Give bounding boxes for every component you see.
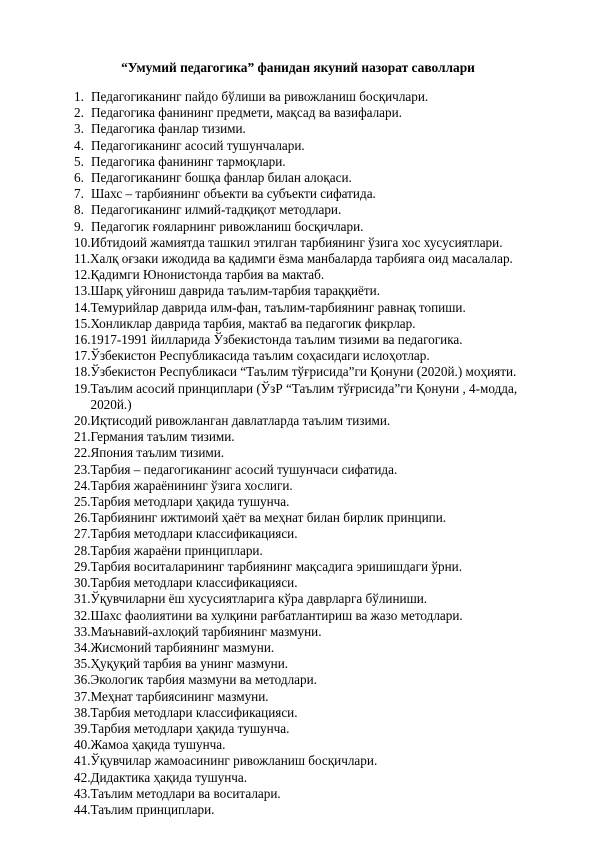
question-number: 12. — [74, 267, 91, 283]
question-item — [74, 526, 544, 542]
question-text: 1917-1991 йилларида Ўзбекистонда таълим тизими ва педагогика. — [90, 332, 463, 348]
question-number: 15. — [74, 315, 91, 331]
question-number: 4. — [74, 137, 84, 153]
question-item — [74, 737, 544, 753]
question-item — [74, 656, 544, 672]
question-text: Иқтисодий ривожланган давлатларда таълим тизими. — [90, 413, 391, 429]
question-number: 26. — [74, 510, 91, 526]
question-item — [74, 559, 544, 575]
question-text: Шарқ уйғониш даврида таълим-тарбия тараққиёти. — [90, 283, 380, 299]
question-item — [74, 186, 544, 202]
question-number: 42. — [74, 769, 91, 785]
question-item — [74, 478, 544, 494]
question-text: Педагогиканинг асосий тушунчалари. — [91, 137, 305, 153]
question-text: Педагогика фанининг предмети, мақсад ва вазифалари. — [91, 105, 402, 121]
question-text: Жамоа ҳақида тушунча. — [90, 737, 226, 753]
question-text: Шахс фаолиятини ва хулқини рағбатлантириш ва жазо методлари. — [90, 607, 463, 623]
question-text: Тарбия методлари классификацияси. — [90, 526, 298, 542]
question-text: Ибтидоий жамиятда ташкил этилган тарбиянинг ўзига хос хусусиятлари. — [90, 234, 503, 250]
question-text: Жисмоний тарбиянинг мазмуни. — [90, 639, 275, 655]
question-item — [74, 543, 544, 559]
question-item — [74, 381, 544, 413]
question-text: Таълим асосий принциплари (ЎзР “Таълим тўғрисида”ги Қонуни , 4-модда, 2020й.) — [90, 380, 518, 412]
question-number: 27. — [74, 526, 91, 542]
question-number: 31. — [74, 591, 91, 607]
question-text: Дидактика ҳақида тушунча. — [90, 769, 248, 785]
question-number: 23. — [74, 461, 91, 477]
question-item — [74, 121, 544, 137]
question-item — [74, 510, 544, 526]
question-item — [74, 267, 544, 283]
question-item — [74, 640, 544, 656]
question-number: 17. — [74, 348, 91, 364]
question-number: 10. — [74, 234, 91, 250]
question-text: Тарбия жараёнининг ўзига хослиги. — [90, 477, 293, 493]
question-item — [74, 591, 544, 607]
question-text: Тарбиянинг ижтимоий ҳаёт ва меҳнат билан бирлик принципи. — [90, 510, 447, 526]
question-number: 22. — [74, 445, 91, 461]
question-item — [74, 364, 544, 380]
question-number: 20. — [74, 413, 91, 429]
question-item — [74, 429, 544, 445]
question-number: 1. — [74, 89, 84, 104]
question-number: 29. — [74, 558, 91, 574]
question-item — [74, 332, 544, 348]
question-number: 18. — [74, 364, 91, 380]
document-title: “Умумий педагогика” фанидан якуний назорат саволлари — [121, 60, 475, 75]
question-text: Меҳнат тарбиясининг мазмуни. — [90, 688, 269, 704]
question-number: 37. — [74, 688, 91, 704]
question-item — [74, 170, 544, 186]
question-number: 5. — [74, 153, 84, 169]
question-text: Тарбия жараёни принциплари. — [90, 542, 263, 558]
question-item — [74, 105, 544, 121]
question-text: Ўзбекистон Республикаси “Таълим тўғрисида”ги Қонуни (2020й.) моҳияти. — [90, 364, 517, 380]
question-text: Хонликлар даврида тарбия, мактаб ва педагогик фикрлар. — [90, 315, 416, 331]
question-item — [74, 753, 544, 769]
question-item — [74, 283, 544, 299]
question-item — [74, 202, 544, 218]
question-item — [74, 235, 544, 251]
question-number: 38. — [74, 704, 91, 720]
question-item — [74, 802, 544, 818]
question-number: 11. — [74, 251, 90, 267]
question-number: 7. — [74, 186, 84, 202]
question-text: Германия таълим тизими. — [90, 429, 235, 445]
question-number: 21. — [74, 429, 91, 445]
question-text: Тарбия методлари ҳақида тушунча. — [90, 720, 290, 736]
question-text: Педагогиканинг пайдо бўлиши ва ривожланиш босқичлари. — [91, 89, 429, 104]
question-number: 25. — [74, 494, 91, 510]
question-item — [74, 672, 544, 688]
question-text: Ўқувчиларни ёш хусусиятларига кўра даврларга бўлиниши. — [90, 591, 428, 607]
question-text: Ўқувчилар жамоасининг ривожланиш босқичлари. — [90, 753, 378, 769]
question-text: Шахс – тарбиянинг объекти ва субъекти сифатида. — [91, 186, 376, 202]
question-number: 9. — [74, 218, 84, 234]
question-item — [74, 300, 544, 316]
question-number: 39. — [74, 720, 91, 736]
question-list — [74, 89, 544, 818]
question-item — [74, 689, 544, 705]
question-text: Тарбия методлари классификацияси. — [90, 575, 298, 591]
question-number: 24. — [74, 477, 91, 493]
question-number: 32. — [74, 607, 91, 623]
question-number: 41. — [74, 753, 91, 769]
question-text: Тарбия – педагогиканинг асосий тушунчаси сифатида. — [90, 461, 398, 477]
question-number: 44. — [74, 801, 91, 817]
question-number: 14. — [74, 299, 91, 315]
question-number: 33. — [74, 623, 91, 639]
question-text: Япония таълим тизими. — [90, 445, 225, 461]
question-item — [74, 348, 544, 364]
question-text: Темурийлар даврида илм-фан, таълим-тарбиянинг равнақ топиши. — [90, 299, 466, 315]
question-number: 30. — [74, 575, 91, 591]
question-item — [74, 251, 544, 267]
question-number: 43. — [74, 785, 91, 801]
question-text: Ўзбекистон Республикасида таълим соҳасидаги ислоҳотлар. — [90, 348, 430, 364]
question-item — [74, 786, 544, 802]
question-text: Тарбия методлари классификацияси. — [90, 704, 298, 720]
question-item — [74, 154, 544, 170]
question-item — [74, 89, 544, 105]
question-text: Экологик тарбия мазмуни ва методлари. — [90, 672, 317, 688]
question-number: 19. — [74, 380, 91, 396]
question-text: Халқ оғзаки ижодида ва қадимги ёзма манбаларда тарбияга оид масалалар. — [90, 251, 513, 267]
question-item — [74, 575, 544, 591]
question-number: 28. — [74, 542, 91, 558]
question-item — [74, 494, 544, 510]
question-item — [74, 219, 544, 235]
question-text: Тарбия воситаларининг тарбиянинг мақсадига эришишдаги ўрни. — [90, 558, 463, 574]
question-number: 34. — [74, 639, 91, 655]
question-number: 3. — [74, 121, 84, 137]
question-number: 40. — [74, 737, 91, 753]
question-text: Таълим методлари ва воситалари. — [90, 785, 281, 801]
question-item — [74, 770, 544, 786]
question-item — [74, 608, 544, 624]
question-item — [74, 721, 544, 737]
question-number: 2. — [74, 105, 84, 121]
question-number: 6. — [74, 170, 84, 186]
question-text: Педагогиканинг илмий-тадқиқот методлари. — [91, 202, 342, 218]
question-item — [74, 316, 544, 332]
question-text: Маънавий-ахлоқий тарбиянинг мазмуни. — [90, 623, 322, 639]
question-item — [74, 445, 544, 461]
question-number: 13. — [74, 283, 91, 299]
question-text: Педагогика фанлар тизими. — [91, 121, 246, 137]
question-text: Педагогик ғояларнинг ривожланиш босқичлари. — [91, 218, 364, 234]
question-text: Педагогиканинг бошқа фанлар билан алоқаси. — [91, 170, 352, 186]
question-number: 36. — [74, 672, 91, 688]
question-item — [74, 624, 544, 640]
question-item — [74, 413, 544, 429]
question-text: Таълим принциплари. — [90, 801, 215, 817]
question-item — [74, 138, 544, 154]
question-number: 35. — [74, 656, 91, 672]
question-text: Ҳуқуқий тарбия ва унинг мазмуни. — [90, 656, 289, 672]
question-text: Қадимги Юнонистонда тарбия ва мактаб. — [90, 267, 325, 283]
question-number: 16. — [74, 332, 91, 348]
question-item — [74, 462, 544, 478]
question-text: Тарбия методлари ҳақида тушунча. — [90, 494, 290, 510]
question-text: Педагогика фанининг тармоқлари. — [91, 153, 286, 169]
question-number: 8. — [74, 202, 84, 218]
question-item — [74, 705, 544, 721]
